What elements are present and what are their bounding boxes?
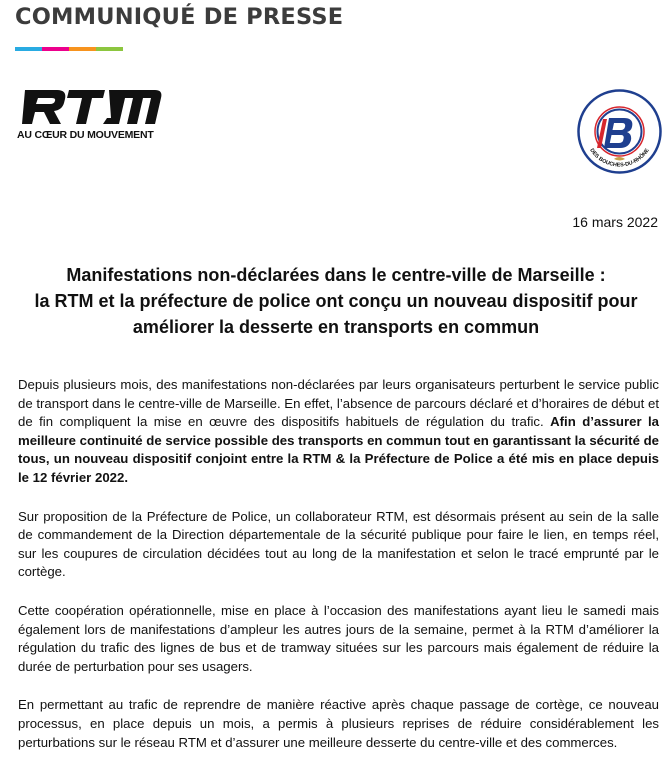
- color-stripe: [15, 38, 123, 42]
- headline-line-1: Manifestations non-déclarées dans le centre-ville de Marseille :: [66, 265, 606, 285]
- paragraph-3: [18, 602, 659, 676]
- stripe-segment-2: [42, 47, 69, 51]
- press-release-heading: COMMUNIQUÉ DE PRESSE: [15, 4, 344, 30]
- stripe-segment-4: [96, 47, 123, 51]
- headline: [10, 262, 662, 340]
- stripe-segment-3: [69, 47, 96, 51]
- headline-line-3: améliorer la desserte en transports en commun: [132, 317, 540, 337]
- paragraph-2-text: Sur proposition de la Préfecture de Police, un collaborateur RTM, est désormais présent au sein de la salle de commandement de la Direction départementale de la sécurité publique pour faire le lien, en temps réel, sur les coupures de circulation décidées tout au long de la manifestation et selon le tracé emprunté par le cortège.: [18, 508, 659, 580]
- rtm-logo-graphic: [17, 88, 162, 126]
- headline-line-2: la RTM et la préfecture de police ont conçu un nouveau dispositif pour: [34, 291, 638, 311]
- prefecture-seal-graphic: [576, 88, 663, 175]
- prefecture-seal-logo: [576, 88, 663, 175]
- paragraph-2: [18, 508, 659, 582]
- seal-bottom-text: DES BOUCHES-DU-RHÔNE: [588, 147, 651, 169]
- stripe-segment-1: [15, 47, 42, 51]
- rtm-tagline: AU CŒUR DU MOUVEMENT: [17, 129, 154, 141]
- paragraph-3-text: Cette coopération opérationnelle, mise en place à l’occasion des manifestations ayant lieu le samedi mais également lors de manifestations d’ampleur les autres jours de la semaine, permet à la RTM d’améliorer la régulation du trafic des lignes de bus et de tramway situées sur les parcours mais également de réduire la durée de perturbation pour ses usagers.: [18, 602, 659, 674]
- rtm-logo: [17, 88, 162, 126]
- release-date: 16 mars 2022: [572, 214, 658, 230]
- paragraph-4: [18, 696, 659, 752]
- body-text: [18, 376, 659, 772]
- seal-top-text: [576, 88, 663, 90]
- paragraph-1-bold-text: Afin d’assurer la meilleure continuité de service possible des transports en commun tout en garantissant la sécurité de tous, un nouveau dispositif conjoint entre la RTM & la Préfecture de Police a été mis en place depuis le 12 février 2022.: [18, 414, 660, 485]
- color-stripe-graphic: [15, 47, 123, 51]
- paragraph-1-text: Depuis plusieurs mois, des manifestations non-déclarées par leurs organisateurs perturbent le service public de transport dans le centre-ville de Marseille. En effet, l’absence de parcours déclaré et d’horaires de début et de fin compliquent la mise en œuvre des dispositifs habituels de régulation du trafic.: [18, 377, 659, 430]
- paragraph-1: [18, 376, 659, 488]
- paragraph-4-text: En permettant au trafic de reprendre de manière réactive après chaque passage de cortège, ce nouveau processus, en place depuis un mois, a permis à plusieurs reprises de réduire considérablement les perturbations sur le réseau RTM et d’assurer une meilleure desserte du centre-ville et des commerces.: [18, 697, 659, 750]
